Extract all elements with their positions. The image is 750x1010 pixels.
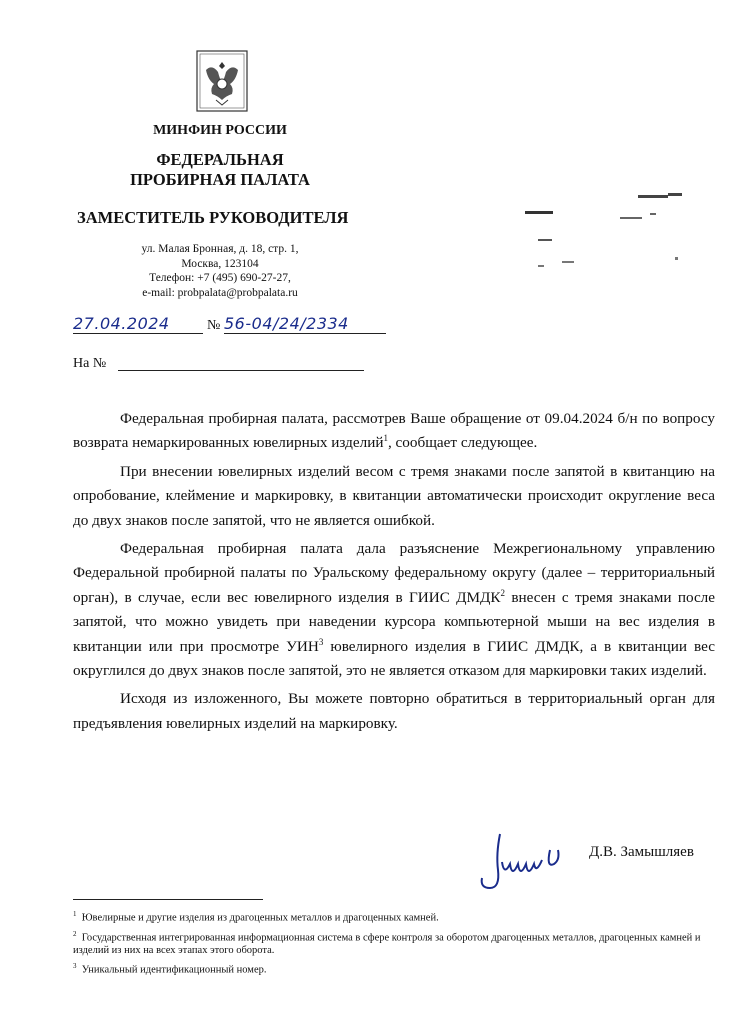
signature-icon (466, 828, 576, 892)
deputy-title: ЗАМЕСТИТЕЛЬ РУКОВОДИТЕЛЯ (77, 208, 349, 227)
address-line1: ул. Малая Бронная, д. 18, стр. 1, (141, 243, 299, 255)
letter-body (73, 407, 715, 740)
footnote-2 (73, 928, 715, 958)
registration-number: 56-04/24/2334 (224, 314, 386, 334)
redaction-marks (520, 175, 720, 285)
paragraph-1-tail: , сообщает следующее. (387, 434, 538, 452)
footnotes (73, 908, 715, 980)
paragraph-3-tail: ювелирного изделия в ГИИС ДМДК, а в квитанции вес округлился до двух знаков после запятой, это не является отказом для маркировки таких изделий. (73, 637, 715, 680)
service-name-line1: ФЕДЕРАЛЬНАЯ (156, 150, 284, 169)
address-block (110, 242, 330, 300)
footnote-1-num: 1 (73, 910, 77, 918)
service-name-line2: ПРОБИРНАЯ ПАЛАТА (130, 170, 310, 189)
service-name (80, 150, 360, 190)
registration-date: 27.04.2024 (73, 314, 203, 334)
footnote-3-text: Уникальный идентификационный номер. (81, 964, 267, 976)
paragraph-1 (73, 407, 715, 456)
phone: Телефон: +7 (495) 690-27-27, (149, 272, 291, 284)
footnote-1 (73, 908, 715, 925)
footnote-2-text: Государственная интегрированная информационная система в сфере контроля за оборотом драгоценных металлов, драгоценных камней и изделий из них на всех этапах этого оборота. (73, 932, 701, 956)
email: e-mail: probpalata@probpalata.ru (142, 286, 298, 299)
paragraph-1-text: Федеральная пробирная палата, рассмотрев Ваше обращение от 09.04.2024 б/н по вопросу возврата немаркированных ювелирных изделий (73, 410, 715, 452)
footnote-1-text: Ювелирные и другие изделия из драгоценных металлов и драгоценных камней. (81, 912, 439, 924)
reply-to-line (118, 370, 364, 371)
footnote-3-num: 3 (73, 962, 77, 970)
paragraph-3 (73, 537, 715, 683)
coat-of-arms-icon (196, 50, 248, 112)
reply-to-label: На № (73, 356, 107, 371)
footnote-ref-3: 3 (318, 636, 324, 647)
footnote-ref-1: 1 (383, 433, 388, 444)
footnote-separator (73, 899, 263, 900)
paragraph-2: При внесении ювелирных изделий весом с тремя знаками после запятой в квитанцию на опробование, клеймение и маркировку, в квитанции автоматически происходит округление веса до двух знаков после запятой, что не является ошибкой. (73, 462, 715, 529)
paragraph-4: Исходя из изложенного, Вы можете повторно обратиться в территориальный орган для предъявления ювелирных изделий на маркировку. (73, 690, 715, 732)
footnote-3 (73, 960, 715, 977)
ministry-name: МИНФИН РОССИИ (153, 123, 287, 138)
signer-name: Д.В. Замышляев (589, 844, 694, 860)
address-line2: Москва, 123104 (181, 257, 259, 270)
paragraph-3-text: Федеральная пробирная палата дала разъяснение Межрегиональному управлению Федеральной пробирной палаты по Уральскому федеральному округу (далее – территориальный орган), в случае, если вес ювелирного изделия в ГИИС ДМДК (73, 540, 715, 606)
paragraph-3-mid: внесен с тремя знаками после запятой, что можно увидеть при наведении курсора компьютерной мыши на вес изделия в квитанции или при просмотре УИН (73, 588, 716, 655)
footnote-2-num: 2 (73, 929, 77, 938)
number-sign: № (207, 318, 221, 333)
footnote-ref-2: 2 (500, 587, 506, 598)
